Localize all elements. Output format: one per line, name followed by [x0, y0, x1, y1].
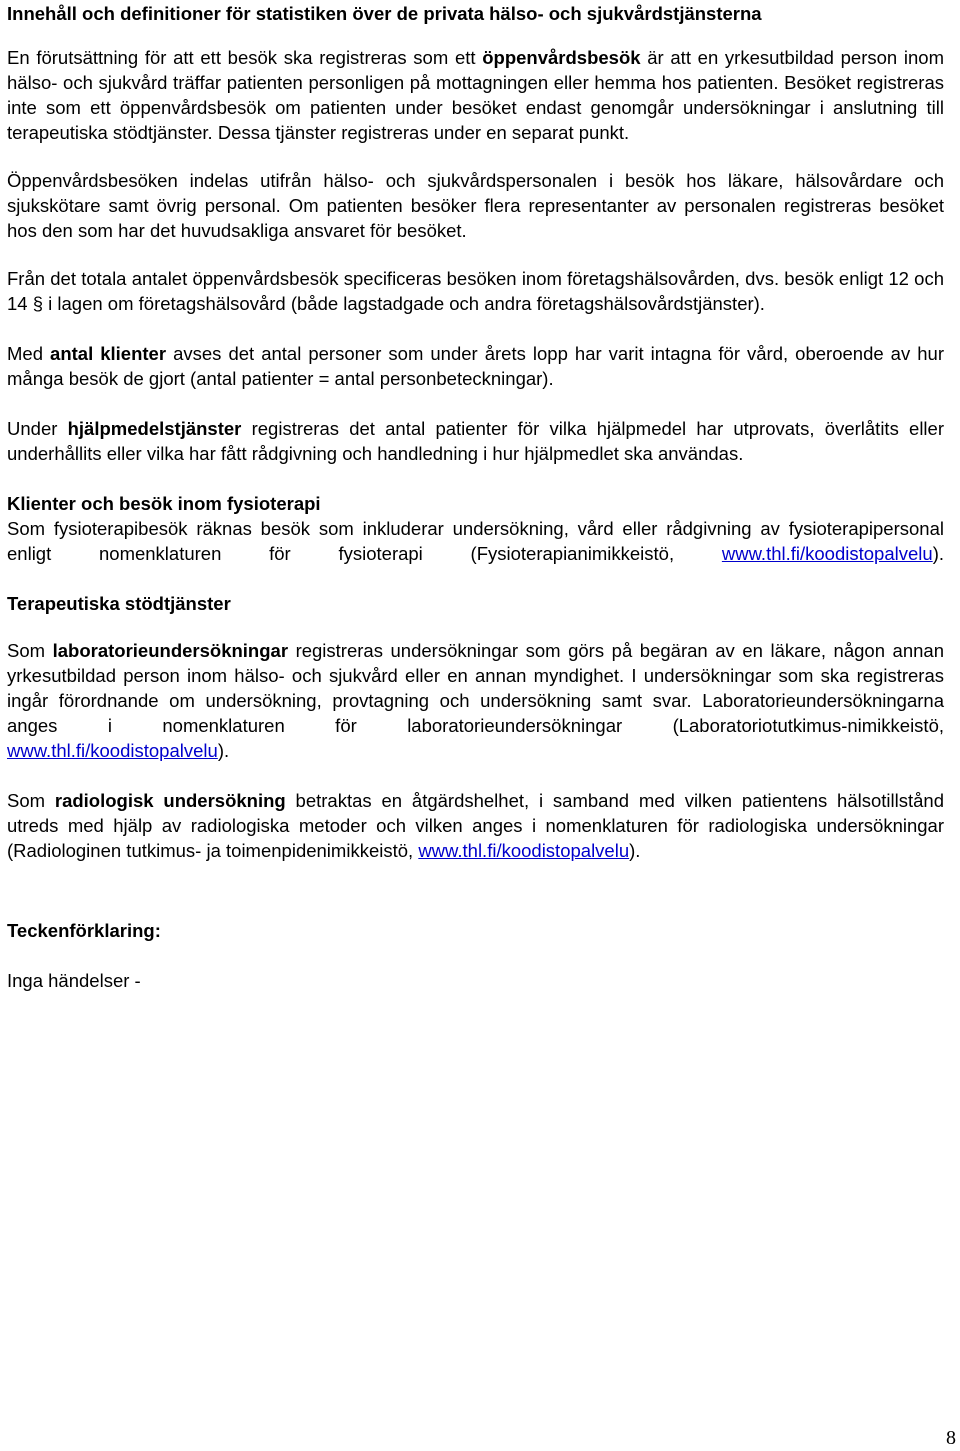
paragraph-text: Med [7, 343, 51, 364]
heading-teckenforklaring: Teckenförklaring: [7, 920, 161, 941]
paragraph-text: betraktas en åtgärdshelhet, i samband med vilken patientens hälsotillstånd utreds med hjälp av radiologiska metoder och vilken anges i nomenklaturen för radiologiska undersökningar (Radiologinen tutkimus- ja toimenpidenimikkeistö, [7, 790, 944, 861]
term-oppenvardsbesok: öppenvårdsbesök [482, 47, 641, 68]
paragraph-oppenvardsbesok [7, 45, 944, 145]
paragraph-laboratorieundersokningar [7, 638, 944, 763]
paragraph-text: Under [7, 418, 68, 439]
paragraph-fysioterapi [7, 516, 944, 566]
paragraph-hjalpmedelstjanster [7, 416, 944, 466]
paragraph-text: ). [217, 740, 230, 761]
paragraph-text: ). [629, 840, 641, 861]
term-hjalpmedelstjanster: hjälpmedelstjänster [67, 418, 242, 439]
paragraph-text: är att en yrkesutbildad person inom hälso- och sjukvård träffar patienten personligen på mottagningen eller hemma hos patienten. Besöket registreras inte som ett öppenvårdsbesök om patienten under besöket endast genomgår undersökningar i anslutning till terapeutiska stödtjänster. Dessa tjänster registreras under en separat punkt. [7, 47, 944, 143]
paragraph-text: Som [7, 640, 53, 661]
paragraph-text: registreras undersökningar som görs på begäran av en läkare, någon annan yrkesutbildad person inom hälso- och sjukvård eller en annan myndighet. I undersökningar som ska registreras ingår förordnande om undersökning, provtagning och undersökning samt svar. Laboratorieundersökningarna anges i nomenklaturen för laboratorieundersökningar (Laboratoriotutkimus-nimikkeistö, [7, 640, 944, 736]
page-number: 8 [946, 1427, 956, 1449]
heading-terapeutiska-stodtjanster: Terapeutiska stödtjänster [7, 593, 231, 614]
paragraph-antal-klienter [7, 341, 944, 391]
paragraph-radiologisk-undersokning [7, 788, 944, 863]
term-laboratorieundersokningar: laboratorieundersökningar [52, 640, 289, 661]
heading-fysioterapi: Klienter och besök inom fysioterapi [7, 493, 321, 514]
document-page [7, 0, 944, 993]
term-radiologisk-undersokning: radiologisk undersökning [54, 790, 286, 811]
link-koodistopalvelu[interactable]: www.thl.fi/koodistopalvelu [721, 543, 933, 564]
term-antal-klienter: antal klienter [50, 343, 167, 364]
paragraph-text: ). [932, 543, 944, 564]
paragraph-text: registreras det antal patienter för vilka hjälpmedel har utprovats, överlåtits eller underhållits eller vilka har fått rådgivning och handledning i hur hjälpmedlet ska användas. [7, 418, 944, 464]
legend-text: Inga händelser - [7, 970, 141, 991]
link-koodistopalvelu[interactable]: www.thl.fi/koodistopalvelu [418, 840, 630, 861]
document-title: Innehåll och definitioner för statistiken över de privata hälso- och sjukvårdstjänsterna [7, 3, 762, 24]
paragraph-text: avses det antal personer som under årets lopp har varit intagna för vård, oberoende av hur många besök de gjort (antal patienter = antal personbeteckningar). [7, 343, 944, 389]
paragraph-text: Som fysioterapibesök räknas besök som inkluderar undersökning, vård eller rådgivning av fysioterapipersonal enligt nomenklaturen för fysioterapi (Fysioterapianimikkeistö, [7, 518, 944, 564]
paragraph-text: Som [7, 790, 55, 811]
paragraph-foretagshalsovard: Från det totala antalet öppenvårdsbesök specificeras besöken inom företagshälsovården, dvs. besök enligt 12 och 14 § i lagen om företagshälsovård (både lagstadgade och andra företagshälsovårdstjänster). [7, 268, 944, 314]
paragraph-personal: Öppenvårdsbesöken indelas utifrån hälso- och sjukvårdspersonalen i besök hos läkare, hälsovårdare och sjukskötare samt övrig personal. Om patienten besöker flera representanter av personalen registreras besöket hos den som har det huvudsakliga ansvaret för besöket. [7, 170, 944, 241]
paragraph-text: En förutsättning för att ett besök ska registreras som ett [7, 47, 483, 68]
link-koodistopalvelu[interactable]: www.thl.fi/koodistopalvelu [7, 740, 218, 761]
